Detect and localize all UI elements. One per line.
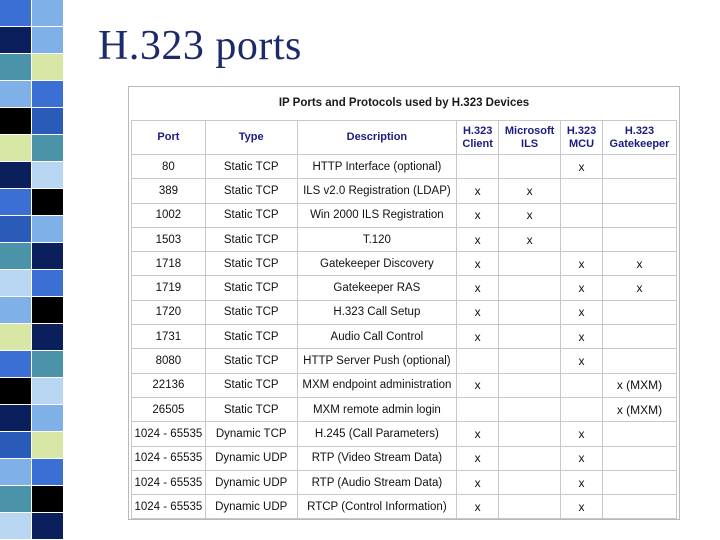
header-h323-gatekeeper: H.323 Gatekeeper — [603, 121, 677, 155]
cell-gatekeeper: x — [603, 252, 677, 276]
stripe-block — [32, 189, 64, 216]
cell-mcu: x — [561, 470, 603, 494]
cell-port: 1719 — [132, 276, 206, 300]
cell-ils — [499, 470, 561, 494]
cell-port: 1503 — [132, 227, 206, 251]
cell-type: Static TCP — [205, 373, 297, 397]
table-row — [132, 179, 677, 203]
table-row — [132, 276, 677, 300]
cell-description: Gatekeeper Discovery — [297, 252, 457, 276]
cell-type: Static TCP — [205, 179, 297, 203]
stripe-block — [0, 162, 32, 189]
cell-port: 1002 — [132, 203, 206, 227]
stripe-row — [0, 0, 64, 27]
cell-port: 26505 — [132, 397, 206, 421]
cell-mcu: x — [561, 252, 603, 276]
stripe-row — [0, 459, 64, 486]
cell-mcu: x — [561, 325, 603, 349]
slide-title: H.323 ports — [98, 23, 302, 69]
cell-client — [457, 397, 499, 421]
cell-mcu: x — [561, 276, 603, 300]
stripe-block — [0, 513, 32, 540]
stripe-block — [0, 189, 32, 216]
cell-gatekeeper — [603, 446, 677, 470]
cell-type: Static TCP — [205, 276, 297, 300]
cell-ils — [499, 349, 561, 373]
cell-mcu: x — [561, 300, 603, 324]
stripe-block — [32, 378, 64, 405]
stripe-row — [0, 189, 64, 216]
cell-type: Static TCP — [205, 349, 297, 373]
cell-client: x — [457, 227, 499, 251]
cell-port: 1024 - 65535 — [132, 446, 206, 470]
cell-gatekeeper — [603, 495, 677, 519]
stripe-row — [0, 405, 64, 432]
table-row — [132, 470, 677, 494]
cell-type: Dynamic UDP — [205, 470, 297, 494]
table-row — [132, 203, 677, 227]
table-row — [132, 325, 677, 349]
cell-client: x — [457, 252, 499, 276]
stripe-block — [0, 54, 32, 81]
cell-ils — [499, 495, 561, 519]
header-description: Description — [297, 121, 457, 155]
stripe-row — [0, 162, 64, 189]
cell-description: T.120 — [297, 227, 457, 251]
cell-gatekeeper — [603, 470, 677, 494]
stripe-block — [32, 297, 64, 324]
cell-client: x — [457, 470, 499, 494]
cell-type: Static TCP — [205, 252, 297, 276]
stripe-row — [0, 243, 64, 270]
cell-mcu: x — [561, 155, 603, 179]
cell-client: x — [457, 300, 499, 324]
stripe-row — [0, 351, 64, 378]
cell-mcu — [561, 397, 603, 421]
cell-client: x — [457, 325, 499, 349]
stripe-block — [32, 513, 64, 540]
cell-description: Win 2000 ILS Registration — [297, 203, 457, 227]
cell-gatekeeper — [603, 325, 677, 349]
cell-description: HTTP Interface (optional) — [297, 155, 457, 179]
cell-port: 1024 - 65535 — [132, 495, 206, 519]
cell-type: Static TCP — [205, 325, 297, 349]
cell-ils — [499, 446, 561, 470]
cell-gatekeeper — [603, 349, 677, 373]
cell-ils — [499, 300, 561, 324]
cell-type: Static TCP — [205, 397, 297, 421]
cell-client: x — [457, 373, 499, 397]
cell-type: Static TCP — [205, 227, 297, 251]
cell-type: Static TCP — [205, 155, 297, 179]
stripe-block — [0, 351, 32, 378]
stripe-block — [0, 432, 32, 459]
stripe-row — [0, 486, 64, 513]
cell-ils — [499, 276, 561, 300]
cell-ils: x — [499, 179, 561, 203]
stripe-block — [32, 270, 64, 297]
table-row — [132, 252, 677, 276]
cell-port: 1718 — [132, 252, 206, 276]
cell-type: Static TCP — [205, 300, 297, 324]
stripe-row — [0, 27, 64, 54]
cell-ils — [499, 252, 561, 276]
stripe-block — [0, 270, 32, 297]
stripe-block — [0, 0, 32, 27]
stripe-block — [32, 324, 64, 351]
stripe-block — [32, 54, 64, 81]
stripe-block — [0, 486, 32, 513]
stripe-block — [32, 432, 64, 459]
stripe-row — [0, 378, 64, 405]
cell-port: 1024 - 65535 — [132, 470, 206, 494]
cell-description: Audio Call Control — [297, 325, 457, 349]
cell-type: Dynamic UDP — [205, 495, 297, 519]
table-row — [132, 397, 677, 421]
cell-gatekeeper — [603, 179, 677, 203]
table-header-row — [132, 121, 677, 155]
cell-client: x — [457, 446, 499, 470]
cell-ils — [499, 397, 561, 421]
cell-port: 1720 — [132, 300, 206, 324]
stripe-row — [0, 270, 64, 297]
stripe-block — [0, 216, 32, 243]
cell-ils — [499, 325, 561, 349]
cell-client: x — [457, 179, 499, 203]
cell-ils — [499, 373, 561, 397]
cell-client: x — [457, 276, 499, 300]
cell-description: ILS v2.0 Registration (LDAP) — [297, 179, 457, 203]
cell-gatekeeper — [603, 155, 677, 179]
stripe-block — [0, 108, 32, 135]
table-row — [132, 300, 677, 324]
cell-port: 1024 - 65535 — [132, 422, 206, 446]
stripe-block — [32, 27, 64, 54]
cell-description: H.245 (Call Parameters) — [297, 422, 457, 446]
cell-gatekeeper: x (MXM) — [603, 397, 677, 421]
decorative-stripe — [0, 0, 64, 540]
stripe-block — [32, 81, 64, 108]
cell-ils: x — [499, 203, 561, 227]
table-row — [132, 227, 677, 251]
table-caption: IP Ports and Protocols used by H.323 Devices — [278, 97, 530, 109]
cell-mcu: x — [561, 446, 603, 470]
stripe-block — [0, 27, 32, 54]
cell-ils — [499, 155, 561, 179]
stripe-block — [0, 297, 32, 324]
stripe-block — [32, 108, 64, 135]
cell-type: Dynamic UDP — [205, 446, 297, 470]
cell-description: H.323 Call Setup — [297, 300, 457, 324]
cell-type: Dynamic TCP — [205, 422, 297, 446]
table-row — [132, 349, 677, 373]
stripe-row — [0, 324, 64, 351]
cell-gatekeeper: x — [603, 276, 677, 300]
stripe-block — [32, 405, 64, 432]
header-microsoft-ils: Microsoft ILS — [499, 121, 561, 155]
cell-type: Static TCP — [205, 203, 297, 227]
stripe-row — [0, 135, 64, 162]
cell-mcu: x — [561, 495, 603, 519]
cell-description: RTP (Audio Stream Data) — [297, 470, 457, 494]
cell-mcu — [561, 373, 603, 397]
cell-mcu — [561, 227, 603, 251]
cell-port: 80 — [132, 155, 206, 179]
cell-port: 8080 — [132, 349, 206, 373]
ports-table — [131, 120, 677, 519]
cell-mcu — [561, 179, 603, 203]
stripe-block — [32, 243, 64, 270]
cell-gatekeeper — [603, 203, 677, 227]
cell-port: 1731 — [132, 325, 206, 349]
header-port: Port — [132, 121, 206, 155]
cell-mcu: x — [561, 422, 603, 446]
cell-description: HTTP Server Push (optional) — [297, 349, 457, 373]
cell-mcu — [561, 203, 603, 227]
ports-table-panel — [128, 86, 680, 520]
table-row — [132, 422, 677, 446]
cell-mcu: x — [561, 349, 603, 373]
stripe-block — [32, 162, 64, 189]
cell-gatekeeper — [603, 422, 677, 446]
stripe-block — [32, 135, 64, 162]
cell-description: Gatekeeper RAS — [297, 276, 457, 300]
stripe-row — [0, 513, 64, 540]
stripe-block — [32, 351, 64, 378]
stripe-block — [0, 324, 32, 351]
stripe-block — [32, 0, 64, 27]
table-row — [132, 155, 677, 179]
stripe-block — [0, 378, 32, 405]
cell-description: MXM endpoint administration — [297, 373, 457, 397]
stripe-row — [0, 216, 64, 243]
cell-client: x — [457, 495, 499, 519]
cell-client — [457, 349, 499, 373]
cell-gatekeeper — [603, 227, 677, 251]
cell-gatekeeper — [603, 300, 677, 324]
cell-ils — [499, 422, 561, 446]
table-row — [132, 446, 677, 470]
cell-client — [457, 155, 499, 179]
header-type: Type — [205, 121, 297, 155]
stripe-row — [0, 81, 64, 108]
cell-port: 22136 — [132, 373, 206, 397]
stripe-block — [32, 216, 64, 243]
stripe-block — [0, 459, 32, 486]
stripe-row — [0, 432, 64, 459]
table-row — [132, 373, 677, 397]
stripe-block — [0, 405, 32, 432]
stripe-block — [0, 243, 32, 270]
stripe-block — [0, 81, 32, 108]
cell-description: RTCP (Control Information) — [297, 495, 457, 519]
cell-client: x — [457, 203, 499, 227]
stripe-row — [0, 108, 64, 135]
stripe-block — [32, 459, 64, 486]
header-h323-mcu: H.323 MCU — [561, 121, 603, 155]
cell-gatekeeper: x (MXM) — [603, 373, 677, 397]
stripe-row — [0, 297, 64, 324]
header-h323-client: H.323 Client — [457, 121, 499, 155]
stripe-block — [32, 486, 64, 513]
stripe-block — [0, 135, 32, 162]
cell-port: 389 — [132, 179, 206, 203]
cell-description: MXM remote admin login — [297, 397, 457, 421]
table-row — [132, 495, 677, 519]
cell-description: RTP (Video Stream Data) — [297, 446, 457, 470]
stripe-row — [0, 54, 64, 81]
cell-client: x — [457, 422, 499, 446]
cell-ils: x — [499, 227, 561, 251]
